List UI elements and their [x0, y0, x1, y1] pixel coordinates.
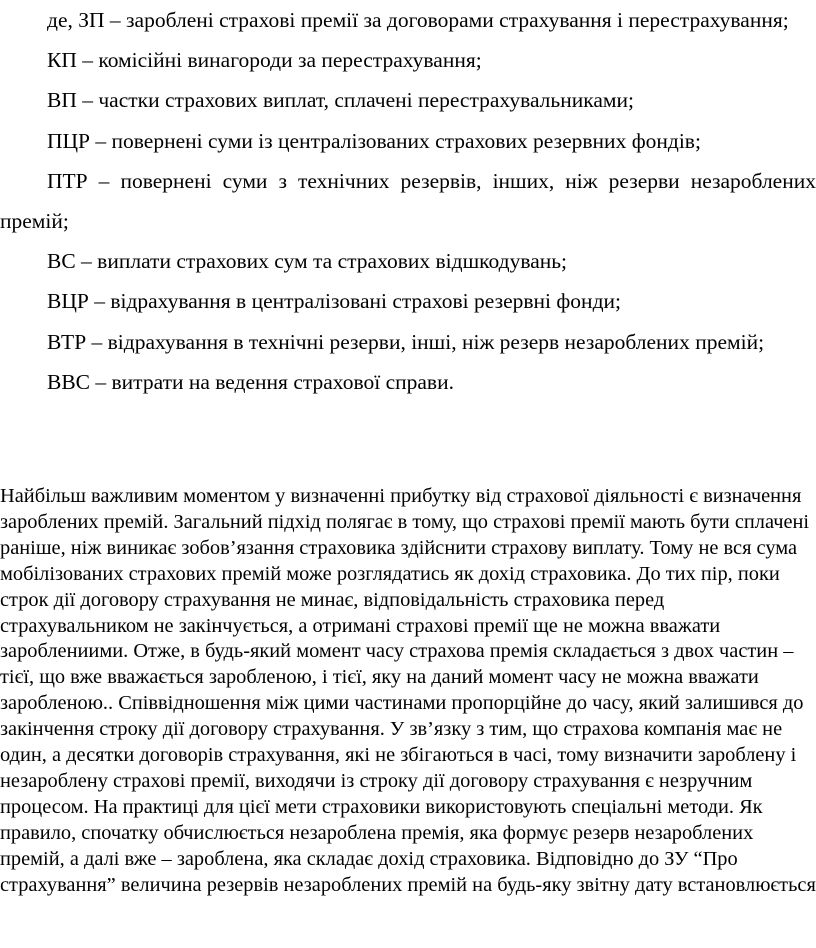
definitions-list	[0, 0, 816, 402]
definition-pcr	[0, 121, 816, 161]
definition-kp	[0, 40, 816, 80]
definition-vp	[0, 80, 816, 120]
definition-vs	[0, 241, 816, 281]
definition-text: ВЦР – відрахування в централізовані страхові резервні фонди;	[47, 289, 621, 314]
body-paragraph: Найбільш важливим моментом у визначенні прибутку від страхової діяльності є визначення зароблених премій. Загальний підхід полягає в тому, що страхові премії мають бути сплачені раніше, ніж виникає зобов’язання страховика здійснити страхову виплату. Тому не вся сума мобілізованих страхових премій може розглядатись як дохід страховика. До тих пір, поки строк дії договору страхування не минає, відповідальність страховика перед страхувальником не закінчується, а отримані страхові премії ще не можна вважати зароблениими. Отже, в будь-який момент часу страхова премія складається з двох частин – тієї, що вже вважається заробленою, і тієї, яку на даний момент часу не можна вважати заробленою.. Співвідношення між цими частинами пропорційне до часу, який залишився до закінчення строку дії договору страхування. У зв’язку з тим, що страхова компанія має не один, а десятки договорів страхування, які не збігаються в часі, тому визначити зароблену і незароблену страхові премії, виходячи із строку дії договору страхування є незручним процесом. На практиці для цієї мети страховики використовують спеціальні методи. Як правило, спочатку обчислюється незароблена премія, яка формує резерв незароблених премій, а далі вже – зароблена, яка складає дохід страховика. Відповідно до ЗУ “Про страхування” величина резервів незароблених премій на будь-яку звітну дату встановлюється	[0, 485, 816, 896]
definition-text: ПТР – повернені суми з технічних резервів, інших, ніж резерви незароблених премій;	[0, 168, 816, 234]
definition-text: ВП – частки страхових виплат, сплачені перестрахувальниками;	[47, 88, 634, 113]
definition-vtr	[0, 322, 816, 362]
definition-text: ВС – виплати страхових сум та страхових відшкодувань;	[47, 249, 568, 274]
definition-text: ВТР – відрахування в технічні резерви, інші, ніж резерв незароблених премій;	[47, 329, 765, 354]
definition-vcr	[0, 281, 816, 321]
definition-text: де, ЗП – зароблені страхові премії за договорами страхування і перестрахування;	[47, 8, 789, 32]
definition-vvs	[0, 362, 816, 402]
definition-text: КП – комісійні винагороди за перестрахування;	[47, 48, 482, 73]
definition-text: ВВС – витрати на ведення страхової справи.	[47, 369, 454, 394]
definition-ptr	[0, 161, 816, 241]
definition-text: ПЦР – повернені суми із централізованих страхових резервних фондів;	[47, 128, 701, 153]
definition-zp	[0, 0, 816, 40]
